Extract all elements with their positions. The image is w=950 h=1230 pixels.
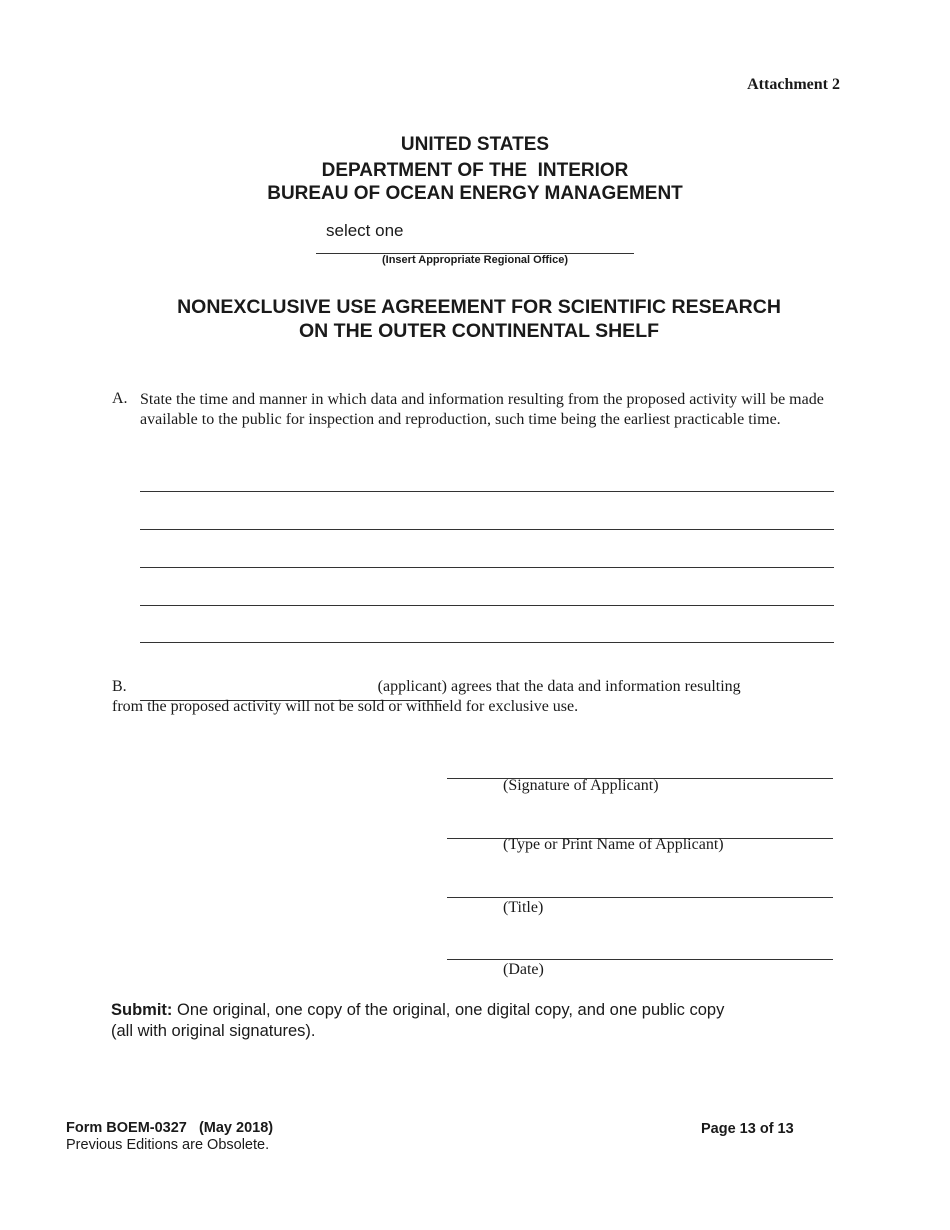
attachment-label: Attachment 2: [747, 76, 840, 93]
form-title-line-2: ON THE OUTER CONTINENTAL SHELF: [298, 320, 660, 342]
signature-caption: (Signature of Applicant): [503, 777, 659, 794]
obsolete-notice: Previous Editions are Obsolete.: [66, 1137, 270, 1153]
section-a-answer-line-2[interactable]: [140, 529, 834, 530]
submit-text-2: (all with original signatures).: [111, 1022, 316, 1040]
section-b-letter: B.: [112, 678, 127, 695]
section-a-question: State the time and manner in which data and information resulting from the proposed activity will be made available to the public for inspection and reproduction, such time being the earliest practicable time.: [140, 391, 824, 428]
section-a-answer-line-5[interactable]: [140, 642, 834, 643]
form-title-line-1: NONEXCLUSIVE USE AGREEMENT FOR SCIENTIFIC RESEARCH: [177, 296, 781, 318]
section-a-letter: A.: [112, 390, 128, 407]
form-id: Form BOEM-0327 (May 2018): [66, 1120, 274, 1136]
section-a-answer-line-4[interactable]: [140, 605, 834, 606]
header-line-1: UNITED STATES: [400, 134, 550, 155]
title-caption: (Title): [503, 899, 544, 916]
section-a-answer-line-1[interactable]: [140, 491, 834, 492]
submit-label: Submit:: [111, 1001, 173, 1019]
page-number: Page 13 of 13: [701, 1121, 794, 1137]
submit-text-1: One original, one copy of the original, one digital copy, and one public copy: [177, 1001, 725, 1019]
section-b-line-1: [112, 678, 741, 696]
section-b-text-1: (applicant) agrees that the data and information resulting: [377, 678, 741, 695]
title-line[interactable]: [447, 897, 833, 898]
date-line[interactable]: [447, 959, 833, 960]
regional-office-caption: (Insert Appropriate Regional Office): [381, 254, 568, 266]
date-caption: (Date): [503, 961, 544, 978]
section-b-text-2: from the proposed activity will not be sold or withheld for exclusive use.: [112, 698, 579, 715]
submit-instructions: [111, 1000, 724, 1042]
submit-line-1: [111, 1000, 724, 1021]
print-name-caption: (Type or Print Name of Applicant): [503, 836, 724, 853]
regional-office-select[interactable]: select one: [326, 221, 404, 240]
header-line-2: DEPARTMENT OF THE INTERIOR: [321, 160, 629, 181]
section-a-answer-line-3[interactable]: [140, 567, 834, 568]
header-line-3: BUREAU OF OCEAN ENERGY MANAGEMENT: [267, 183, 683, 204]
